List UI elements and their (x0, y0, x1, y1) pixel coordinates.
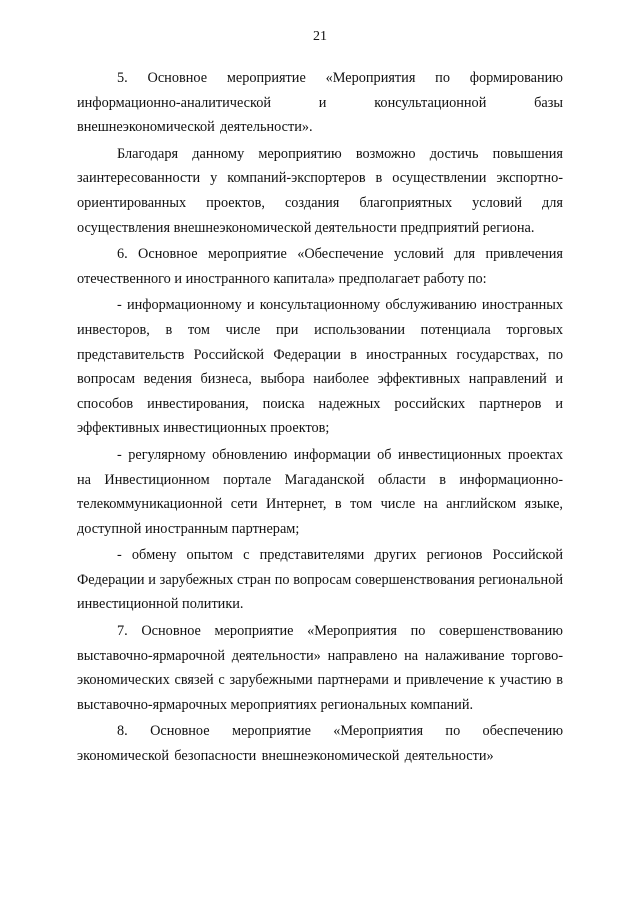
document-body (77, 66, 563, 771)
list-item-investor-services: - информационному и консультационному обслуживанию иностранных инвесторов, в том числе при использовании потенциала торговых представительств Российской Федерации в иностранных государствах, по вопросам ведения бизнеса, выбора наиболее эффективных направлений и способов инвестирования, поиска надежных российских партнеров и эффективных инвестиционных проектов; (77, 297, 563, 437)
paragraph-event-7: 7. Основное мероприятие «Мероприятия по совершенствованию выставочно-ярмарочной деятельности» направлено на налаживание торгово-экономических связей с зарубежными партнерами и привлечение к участию в выставочно-ярмарочных мероприятиях региональных компаний. (77, 623, 563, 713)
paragraph-event-5: 5. Основное мероприятие «Мероприятия по формированию информационно-аналитической и консультационной базы внешнеэкономической деятельности». (77, 70, 563, 136)
paragraph-event-8: 8. Основное мероприятие «Мероприятия по обеспечению экономической безопасности внешнеэкономической деятельности» (77, 723, 563, 765)
list-item-experience-exchange: - обмену опытом с представителями других регионов Российской Федерации и зарубежных стран по вопросам совершенствования региональной инвестиционной политики. (77, 547, 563, 613)
paragraph-event-6: 6. Основное мероприятие «Обеспечение условий для привлечения отечественного и иностранного капитала» предполагает работу по: (77, 246, 563, 287)
list-item-portal-updates: - регулярному обновлению информации об инвестиционных проектах на Инвестиционном портале Магаданской области в информационно-телекоммуникационной сети Интернет, в том числе на английском языке, доступной иностранным партнерам; (77, 446, 563, 537)
paragraph-event-5-description: Благодаря данному мероприятию возможно достичь повышения заинтересованности у компаний-экспортеров в осуществлении экспортно-ориентированных проектов, создания благоприятных условий для осуществления внешнеэкономической деятельности предприятий региона. (77, 145, 563, 236)
page-number: 21 (313, 29, 327, 44)
